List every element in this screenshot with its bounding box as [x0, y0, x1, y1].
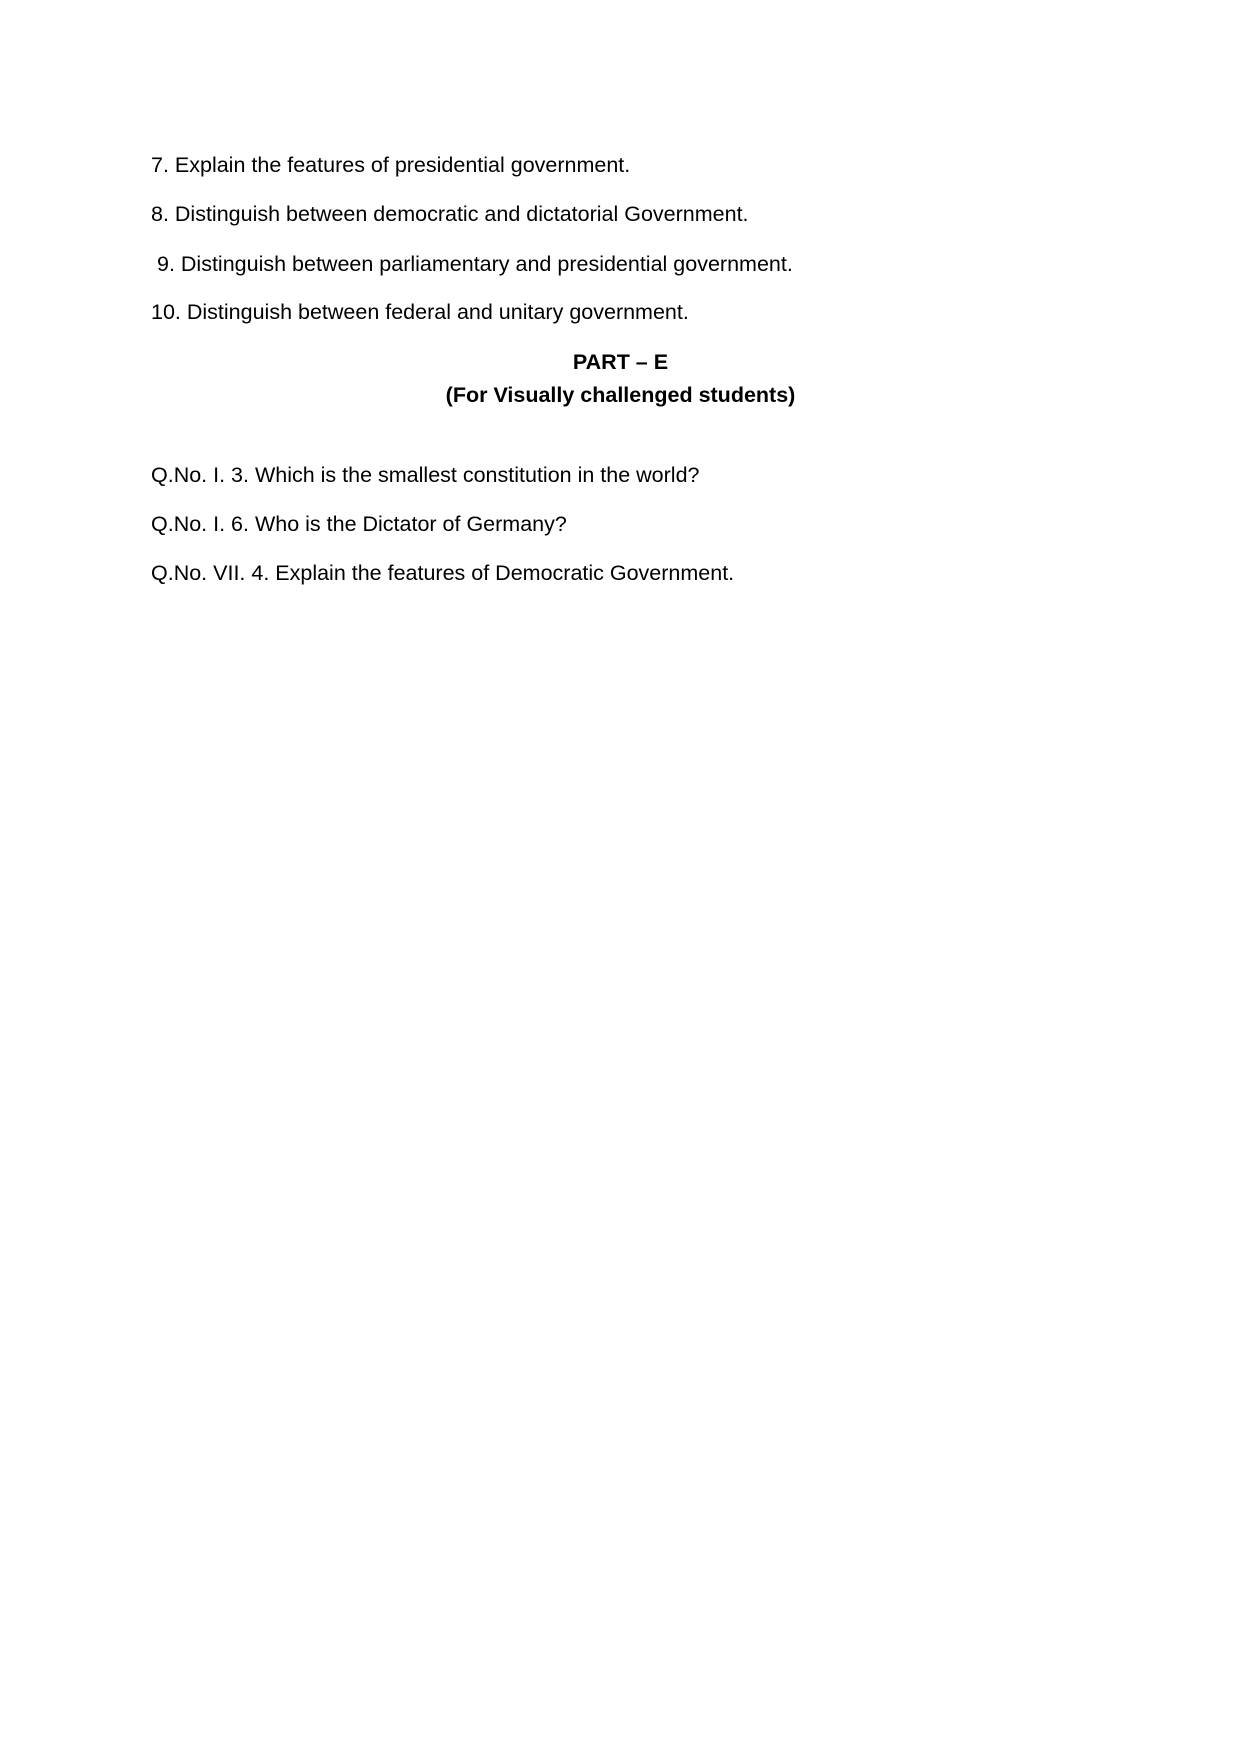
- part-e-item-2: Q.No. I. 6. Who is the Dictator of Germany?: [151, 512, 567, 536]
- question-10: 10. Distinguish between federal and unitary government.: [151, 300, 689, 324]
- question-9: 9. Distinguish between parliamentary and presidential government.: [157, 252, 793, 276]
- part-e-item-1: Q.No. I. 3. Which is the smallest constitution in the world?: [151, 463, 700, 487]
- part-e-item-3: Q.No. VII. 4. Explain the features of Democratic Government.: [151, 561, 735, 585]
- question-8: 8. Distinguish between democratic and dictatorial Government.: [151, 202, 749, 226]
- part-e-subtitle: (For Visually challenged students): [445, 383, 796, 407]
- question-7: 7. Explain the features of presidential government.: [151, 153, 631, 177]
- part-e-title: PART – E: [572, 350, 669, 374]
